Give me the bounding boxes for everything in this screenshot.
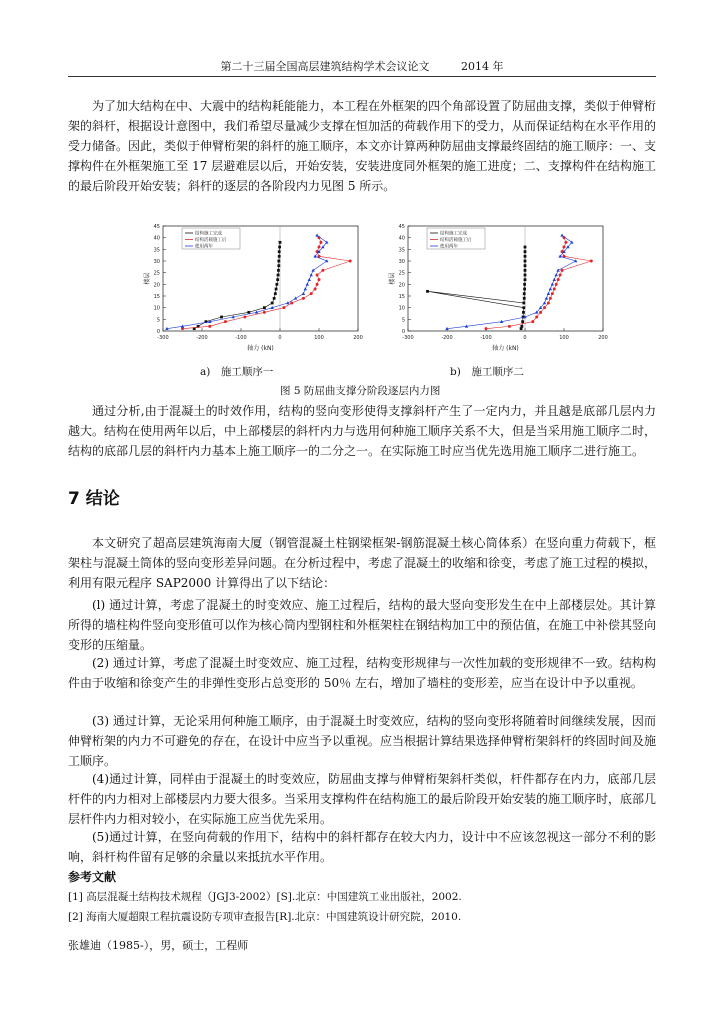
data-point bbox=[316, 283, 319, 286]
data-point bbox=[286, 301, 289, 304]
data-point bbox=[522, 306, 525, 309]
data-point bbox=[274, 292, 277, 295]
series-line bbox=[183, 238, 351, 329]
y-tick-label: 30 bbox=[398, 259, 405, 265]
y-tick-label: 0 bbox=[156, 329, 160, 335]
y-tick-label: 10 bbox=[398, 305, 405, 312]
data-point bbox=[316, 274, 319, 277]
data-point bbox=[308, 278, 311, 281]
data-point bbox=[524, 264, 527, 267]
data-point bbox=[508, 325, 511, 328]
subcaption-a: a) 施工顺序一 bbox=[200, 366, 274, 378]
series-line bbox=[447, 235, 576, 328]
data-point bbox=[549, 297, 552, 300]
data-point bbox=[314, 288, 317, 291]
data-point bbox=[277, 269, 280, 272]
data-point bbox=[277, 260, 280, 263]
data-point bbox=[553, 278, 556, 281]
data-point bbox=[549, 287, 552, 290]
x-tick-label: -200 bbox=[441, 335, 453, 341]
data-point bbox=[547, 302, 550, 305]
conclusion-item: (5)通过计算，在竖向荷载的作用下，结构中的斜杆都存在较大内力，设计中不应该忽视这一部分不利的影响，斜杆构件留有足够的余量以来抵抗水平作用。 bbox=[68, 830, 656, 864]
data-point bbox=[321, 269, 324, 272]
y-tick-label: 25 bbox=[398, 270, 405, 277]
x-tick-label: -100 bbox=[235, 335, 247, 341]
data-point bbox=[539, 311, 542, 314]
data-point bbox=[556, 269, 559, 272]
data-point bbox=[485, 327, 488, 330]
data-point bbox=[555, 273, 558, 276]
x-axis-label: 轴力 (kN) bbox=[247, 345, 274, 352]
x-tick-label: 200 bbox=[598, 335, 608, 341]
x-tick-label: -200 bbox=[196, 335, 208, 341]
data-point bbox=[524, 260, 527, 263]
section-title: 7 结论 bbox=[68, 489, 120, 509]
data-point bbox=[524, 274, 527, 277]
data-point bbox=[273, 297, 276, 300]
data-point bbox=[318, 246, 321, 249]
data-point bbox=[315, 234, 318, 237]
data-point bbox=[590, 260, 593, 263]
y-tick-label: 30 bbox=[153, 259, 160, 265]
y-tick-label: 40 bbox=[153, 235, 160, 242]
data-point bbox=[557, 278, 560, 281]
data-point bbox=[524, 250, 527, 253]
data-point bbox=[311, 269, 314, 272]
x-axis-label: 轴力 (kN) bbox=[492, 345, 519, 352]
intro-paragraph: 为了加大结构在中、大震中的结构耗能能力，本工程在外框架的四个角部设置了防屈曲支撑，类似于伸臂桁架的斜杆，根据设计意图中，我们希望尽量减少支撑在恒加活的荷载作用下的受力，从而保证结构在水平作用的受力储备。因此，类似于伸臂桁架的斜杆的施工顺序，本文亦计算两种防屈曲支撑最终固结的施工顺序：一、支撑构件在外框架施工至 17 层避难层以后，开始安装，安装进度同外框架的施工进度；二、支撑构件在结构施工的最后阶段开始安装；斜杆的逐层的各阶段内力见图 5 所示。 bbox=[68, 99, 657, 193]
data-point bbox=[524, 278, 527, 281]
author-note: 张雄迪（1985-），男，硕士，工程师 bbox=[68, 939, 249, 952]
data-point bbox=[561, 269, 564, 272]
data-point bbox=[570, 241, 573, 244]
header-year: 2014 年 bbox=[461, 60, 504, 73]
data-point bbox=[310, 292, 313, 295]
x-tick-label: -300 bbox=[402, 335, 414, 341]
data-point bbox=[325, 241, 328, 244]
running-header bbox=[68, 58, 656, 77]
analysis-paragraph: 通过分析,由于混凝土的时效作用，结构的竖向变形使得支撑斜杆产生了一定内力，并且越是底部几层内力越大。结构在使用两年以后，中上部楼层的斜杆内力与选用何种施工顺序关系不大，但是当采用施工顺序二时，结构的底部几层的斜杆内力基本上施工顺序一的二分之一。在实际施工时应当优先选用施工顺序二进行施工。 bbox=[68, 404, 657, 458]
data-point bbox=[271, 302, 274, 305]
data-point bbox=[531, 320, 534, 323]
data-point bbox=[545, 297, 548, 300]
data-point bbox=[564, 241, 567, 244]
data-point bbox=[553, 288, 556, 291]
data-point bbox=[278, 255, 281, 258]
data-point bbox=[247, 311, 250, 314]
data-point bbox=[243, 316, 246, 319]
data-point bbox=[220, 316, 223, 319]
y-tick-label: 10 bbox=[153, 305, 160, 312]
data-point bbox=[290, 302, 293, 305]
y-tick-label: 20 bbox=[398, 282, 405, 289]
data-point bbox=[551, 283, 554, 286]
series-line bbox=[486, 238, 591, 329]
conclusion-intro: 本文研究了超高层建筑海南大厦（钢管混凝土柱钢梁框架-钢筋混凝土核心筒体系）在竖向重力荷载下，框架柱与混凝土筒体的竖向变形差异问题。在分析过程中，考虑了混凝土的收缩和徐变，考虑了施工过程的模拟，利用有限元程序 SAP2000 计算得出了以下结论： bbox=[68, 536, 657, 590]
y-axis-label: 楼层 bbox=[389, 272, 396, 285]
y-tick-label: 35 bbox=[153, 247, 160, 254]
series-line bbox=[167, 235, 327, 328]
references-title: 参考文献 bbox=[68, 870, 117, 884]
header-title: 第二十三届全国高层建筑结构学术会议论文 bbox=[220, 60, 430, 73]
data-point bbox=[263, 311, 266, 314]
data-point bbox=[560, 234, 563, 237]
data-point bbox=[302, 297, 305, 300]
reference-item: [2] 海南大厦超限工程抗震设防专项审查报告[R].北京：中国建筑设计研究院，2010. bbox=[68, 911, 462, 923]
x-tick-label: 100 bbox=[314, 335, 324, 341]
y-tick-label: 40 bbox=[398, 235, 405, 242]
legend-entry: 结构活载施工后 bbox=[195, 238, 227, 244]
data-point bbox=[426, 290, 429, 293]
data-point bbox=[208, 325, 211, 328]
data-point bbox=[278, 250, 281, 253]
data-point bbox=[523, 292, 526, 295]
data-point bbox=[319, 241, 322, 244]
data-point bbox=[543, 306, 546, 309]
reference-item: [1] 高层混凝土结构技术规程（JGJ3-2002）[S].北京：中国建筑工业出版社，2002. bbox=[68, 891, 462, 903]
y-tick-label: 20 bbox=[153, 282, 160, 289]
legend-entry: 使用两年 bbox=[195, 244, 213, 250]
data-point bbox=[279, 241, 282, 244]
legend-entry: 结构施工完成 bbox=[195, 231, 222, 237]
x-tick-label: 200 bbox=[353, 335, 363, 341]
chart-b bbox=[388, 220, 613, 355]
data-point bbox=[294, 297, 297, 300]
data-point bbox=[276, 278, 279, 281]
series-line bbox=[428, 247, 526, 329]
data-point bbox=[551, 292, 554, 295]
data-point bbox=[535, 316, 538, 319]
conclusion-item: (l) 通过计算，考虑了混凝土的时变效应、施工过程后，结构的最大竖向变形发生在中上部楼层处。其计算所得的墙柱构件竖向变形值可以作为核心筒内型钢柱和外框架柱在钢结构加工中的预估值，在施工中补偿其竖向变形的压缩量。 bbox=[68, 598, 657, 652]
data-point bbox=[224, 320, 227, 323]
data-point bbox=[563, 246, 566, 249]
data-point bbox=[302, 292, 305, 295]
data-point bbox=[520, 325, 523, 328]
y-tick-label: 15 bbox=[398, 294, 405, 300]
y-tick-label: 25 bbox=[153, 270, 160, 277]
data-point bbox=[555, 283, 558, 286]
legend-entry: 结构活载施工后 bbox=[440, 238, 472, 244]
x-tick-label: 0 bbox=[278, 335, 282, 341]
series-line bbox=[194, 242, 280, 328]
y-tick-label: 45 bbox=[398, 224, 405, 230]
data-point bbox=[547, 292, 550, 295]
x-tick-label: -100 bbox=[480, 335, 492, 341]
legend-entry: 使用两年 bbox=[440, 244, 458, 250]
chart-a bbox=[143, 220, 368, 355]
data-point bbox=[523, 288, 526, 291]
y-tick-label: 35 bbox=[398, 247, 405, 254]
data-point bbox=[318, 278, 321, 281]
data-point bbox=[521, 320, 524, 323]
y-tick-label: 0 bbox=[401, 329, 405, 335]
data-point bbox=[282, 306, 285, 309]
x-tick-label: 100 bbox=[559, 335, 569, 341]
data-point bbox=[524, 269, 527, 272]
conclusion-item: (4)通过计算，同样由于混凝土的时变效应，防屈曲支撑与伸臂桁架斜杆类似，杆件都存在内力，底部几层杆件的内力相对上部楼层内力要大很多。当采用支撑构件在结构施工的最后阶段开始安装的施工顺序时，底部几层杆件内力相对较小，在实际施工应当优先采用。 bbox=[68, 772, 657, 826]
figure-caption: 图 5 防屈曲支撑分阶段逐层内力图 bbox=[280, 385, 441, 397]
data-point bbox=[559, 274, 562, 277]
data-point bbox=[277, 274, 280, 277]
x-tick-label: -300 bbox=[157, 335, 169, 341]
data-point bbox=[543, 301, 546, 304]
conclusion-item: (3) 通过计算，无论采用何种施工顺序，由于混凝土时变效应，结构的竖向变形将随着时间继续发展，因而伸臂桁架的内力不可避免的存在，在设计中应当予以重视。应当根据计算结果选择伸臂桁架斜杆的终固时间及施工顺序。 bbox=[68, 714, 657, 768]
conclusion-item: (2) 通过计算，考虑了混凝土时变效应、施工过程，结构变形规律与一次性加载的变形规律不一致。结构构件由于收缩和徐变产生的非弹性变形占总变形的 50％ 左右，增加了墙柱的变形差，应当在设计中予以重视。 bbox=[68, 656, 656, 690]
y-tick-label: 5 bbox=[401, 317, 405, 324]
data-point bbox=[306, 283, 309, 286]
data-point bbox=[278, 246, 281, 249]
y-axis-label: 楼层 bbox=[144, 272, 151, 285]
data-point bbox=[277, 264, 280, 267]
data-point bbox=[349, 260, 352, 263]
y-tick-label: 15 bbox=[153, 294, 160, 300]
legend-entry: 结构施工完成 bbox=[440, 231, 467, 237]
y-tick-label: 45 bbox=[153, 224, 160, 230]
subcaption-b: b) 施工顺序二 bbox=[450, 366, 524, 378]
data-point bbox=[523, 283, 526, 286]
data-point bbox=[522, 311, 525, 314]
y-tick-label: 5 bbox=[156, 317, 160, 324]
data-point bbox=[524, 246, 527, 249]
data-point bbox=[263, 306, 266, 309]
data-point bbox=[523, 297, 526, 300]
data-point bbox=[304, 287, 307, 290]
data-point bbox=[522, 302, 525, 305]
data-point bbox=[310, 273, 313, 276]
data-point bbox=[275, 283, 278, 286]
data-point bbox=[524, 255, 527, 258]
data-point bbox=[275, 288, 278, 291]
x-tick-label: 0 bbox=[523, 335, 527, 341]
